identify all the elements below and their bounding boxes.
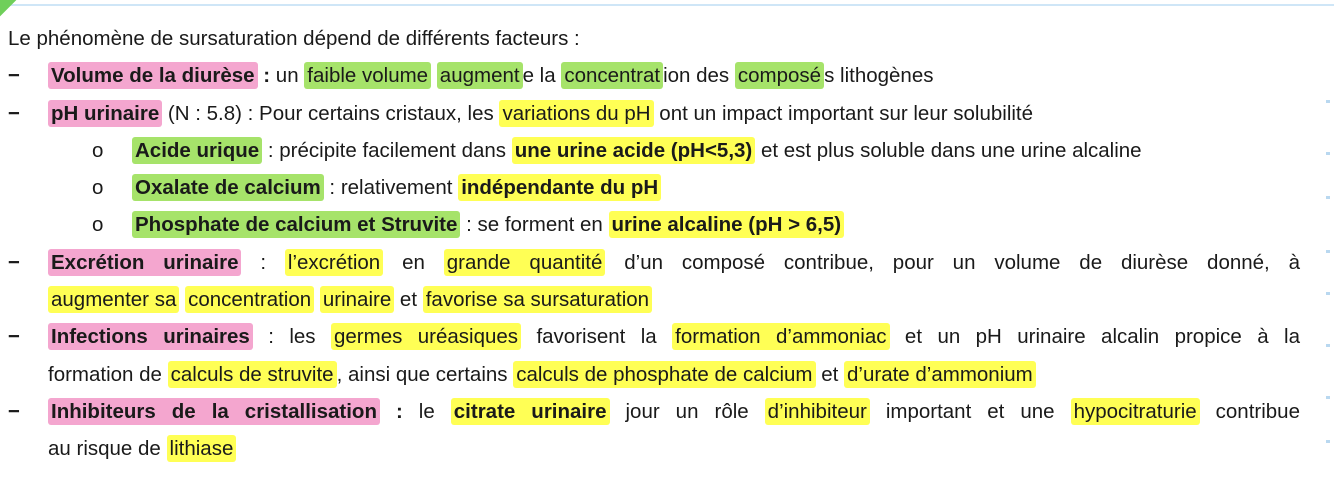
dash-bullet: − — [8, 64, 20, 88]
item-title: pH urinaire — [48, 100, 162, 127]
item-title: Volume de la diurèse — [48, 62, 258, 89]
list-item-volume: − Volume de la diurèse : un faible volume augment e la concentrat ion des composé s lithogènes — [8, 57, 1320, 94]
highlight: l’excrétion — [285, 249, 383, 276]
highlight: calculs de struvite — [168, 361, 337, 388]
highlight: favorise sa sursaturation — [423, 286, 652, 313]
highlight: formation d’ammoniac — [672, 323, 889, 350]
intro-line — [8, 20, 1320, 57]
highlight: concentrat — [561, 62, 663, 89]
highlight: hypocitraturie — [1071, 398, 1200, 425]
circle-bullet: o — [92, 213, 104, 237]
highlight: d’urate d’ammonium — [844, 361, 1036, 388]
list-item-infections-cont: formation de calculs de struvite , ainsi que certains calculs de phosphate de calcium et d’urate d’ammonium — [8, 356, 1320, 393]
dash-bullet: − — [8, 399, 20, 423]
highlight: germes uréasiques — [331, 323, 521, 350]
sub-item-title: Oxalate de calcium — [132, 174, 324, 201]
highlight: augment — [437, 62, 523, 89]
item-title: Excrétion urinaire — [48, 249, 241, 276]
dash-bullet: − — [8, 250, 20, 274]
list-item-infections: − Infections urinaires : les germes uréasiques favorisent la formation d’ammoniac et un pH urinaire alcalin propice à la — [8, 318, 1320, 355]
document-body — [8, 20, 1320, 468]
list-item-inhibiteurs: − Inhibiteurs de la cristallisation : le citrate urinaire jour un rôle d’inhibiteur important et une hypocitraturie contribue — [8, 393, 1320, 430]
circle-bullet: o — [92, 138, 104, 162]
highlight: indépendante du pH — [458, 174, 661, 201]
intro-text: Le phénomène de sursaturation dépend de différents facteurs : — [8, 27, 580, 50]
sub-item-title: Acide urique — [132, 137, 262, 164]
highlight: grande quantité — [444, 249, 606, 276]
list-item-excretion-cont: augmenter sa concentration urinaire et favorise sa sursaturation — [8, 281, 1320, 318]
highlight: composé — [735, 62, 824, 89]
highlight: une urine acide (pH<5,3) — [512, 137, 756, 164]
highlight: concentration — [185, 286, 314, 313]
highlight: lithiase — [167, 435, 237, 462]
dash-bullet: − — [8, 101, 20, 125]
circle-bullet: o — [92, 176, 104, 200]
right-margin-marks — [1326, 60, 1330, 480]
item-title: Infections urinaires — [48, 323, 253, 350]
highlight: calculs de phosphate de calcium — [513, 361, 815, 388]
item-title: Inhibiteurs de la cristallisation — [48, 398, 380, 425]
highlight: d’inhibiteur — [765, 398, 870, 425]
highlight: augmenter sa — [48, 286, 179, 313]
sub-item-phosphate: o Phosphate de calcium et Struvite : se forment en urine alcaline (pH > 6,5) — [8, 206, 1320, 243]
top-border — [0, 0, 1334, 6]
sub-item-oxalate: o Oxalate de calcium : relativement indépendante du pH — [8, 169, 1320, 206]
highlight: variations du pH — [499, 100, 653, 127]
highlight: citrate urinaire — [451, 398, 610, 425]
highlight: urinaire — [320, 286, 394, 313]
list-item-ph: − pH urinaire (N : 5.8) : Pour certains cristaux, les variations du pH ont un impact important sur leur solubilité — [8, 95, 1320, 132]
list-item-inhibiteurs-cont: au risque de lithiase — [8, 430, 1320, 467]
highlight: faible volume — [304, 62, 431, 89]
list-item-excretion: − Excrétion urinaire : l’excrétion en grande quantité d’un composé contribue, pour un volume de diurèse donné, à — [8, 244, 1320, 281]
dash-bullet: − — [8, 325, 20, 349]
sub-item-title: Phosphate de calcium et Struvite — [132, 211, 460, 238]
sub-item-acide-urique: o Acide urique : précipite facilement dans une urine acide (pH<5,3) et est plus soluble dans une urine alcaline — [8, 132, 1320, 169]
highlight: urine alcaline (pH > 6,5) — [609, 211, 845, 238]
